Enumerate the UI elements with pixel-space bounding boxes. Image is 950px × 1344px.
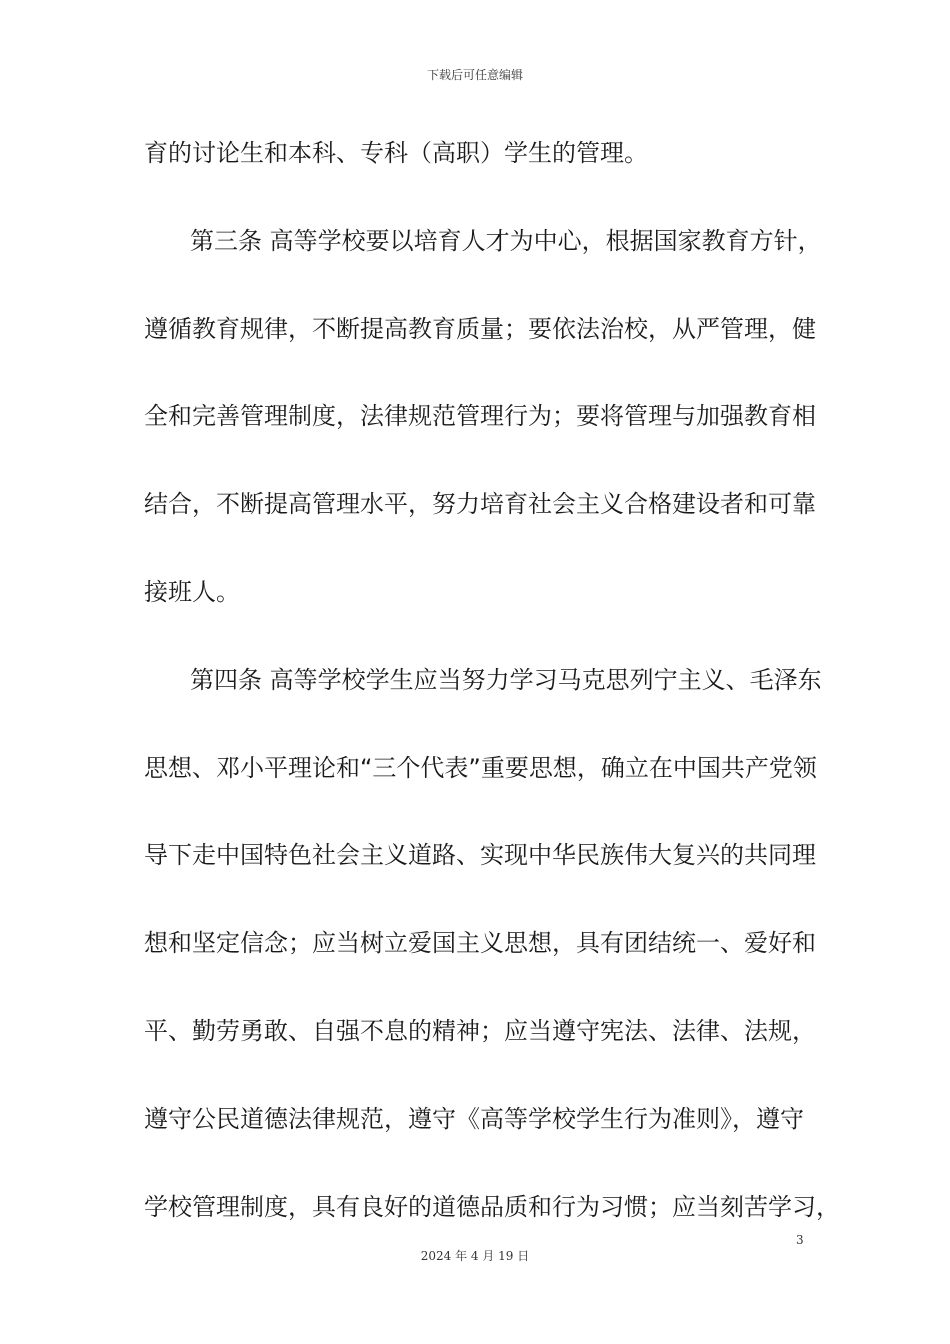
body-line: 思想、邓小平理论和“三个代表”重要思想，确立在中国共产党领 [144,753,817,782]
page-number: 3 [796,1233,804,1247]
article-3-heading-line: 第三条 高等学校要以培育人才为中心，根据国家教育方针， [190,226,822,255]
article-4-heading-line: 第四条 高等学校学生应当努力学习马克思列宁主义、毛泽东 [190,665,822,694]
page-header: 下载后可任意编辑 [426,68,523,82]
body-line: 遵守公民道德法律规范，遵守《高等学校学生行为准则》，遵守 [144,1104,804,1133]
document-body [144,131,840,1272]
body-line: 想和坚定信念；应当树立爱国主义思想，具有团结统一、爱好和 [144,929,816,958]
body-line: 接班人。 [144,577,240,606]
body-line: 平、勤劳勇敢、自强不息的精神；应当遵守宪法、法律、法规， [144,1016,816,1045]
body-line: 学校管理制度，具有良好的道德品质和行为习惯；应当刻苦学习， [144,1192,840,1221]
footer-date: 2024 年 4 月 19 日 [420,1249,530,1263]
body-line: 遵循教育规律，不断提高教育质量；要依法治校，从严管理，健 [144,314,816,343]
body-line: 全和完善管理制度，法律规范管理行为；要将管理与加强教育相 [144,402,816,431]
body-line: 导下走中国特色社会主义道路、实现中华民族伟大复兴的共同理 [144,841,816,870]
body-line: 育的讨论生和本科、专科（高职）学生的管理。 [144,139,648,167]
body-line: 结合，不断提高管理水平，努力培育社会主义合格建设者和可靠 [144,490,816,519]
